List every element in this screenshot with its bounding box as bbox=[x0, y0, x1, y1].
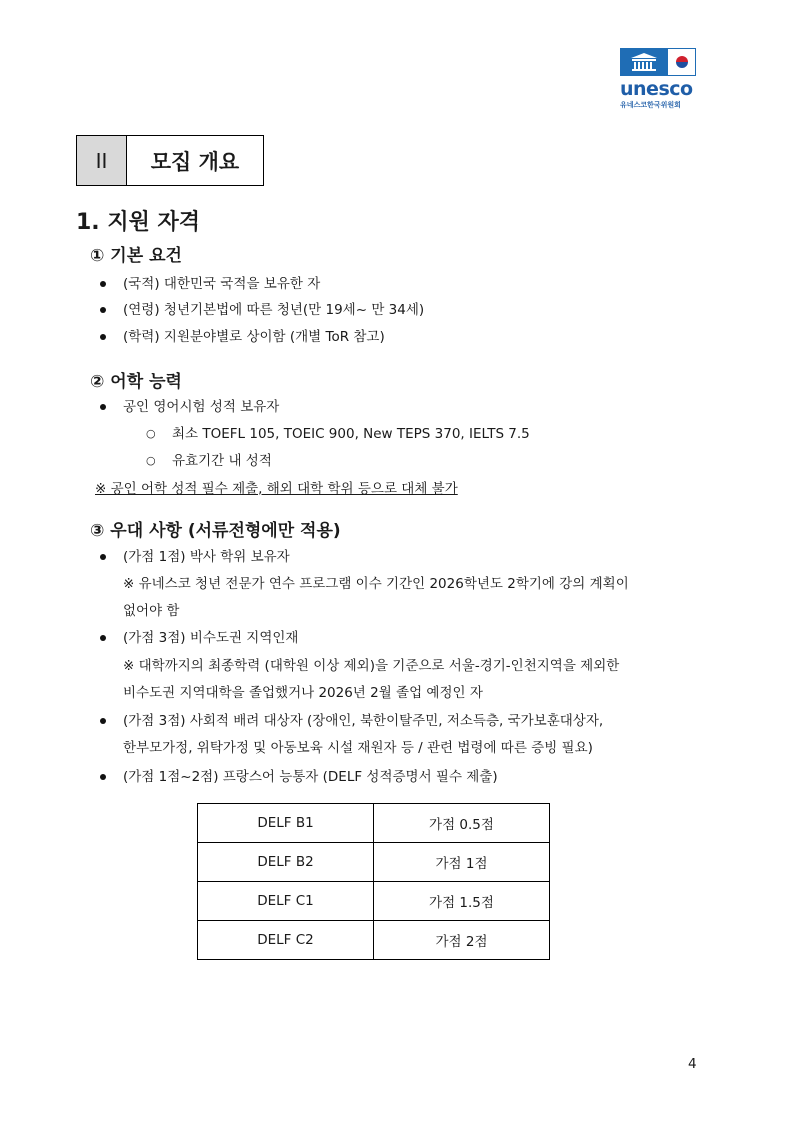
preference-item: (가점 1점~2점) 프랑스어 능통자 (DELF 성적증명서 필수 제출) bbox=[123, 769, 498, 785]
heading: 1. 지원 자격 bbox=[76, 210, 200, 235]
logo-subtitle: 유네스코한국위원회 bbox=[620, 101, 681, 109]
circle-bullet-icon: ○ bbox=[146, 454, 156, 467]
preference-note: ※ 유네스코 청년 전문가 연수 프로그램 이수 기간인 2026학년도 2학기에 강의 계획이 bbox=[123, 576, 629, 592]
delf-table bbox=[197, 803, 550, 960]
delf-points: 가점 2점 bbox=[374, 921, 550, 960]
logo-wordmark: unesco bbox=[620, 78, 693, 100]
bullet-icon bbox=[100, 554, 106, 560]
circle-bullet-icon: ○ bbox=[146, 427, 156, 440]
bullet-icon bbox=[100, 774, 106, 780]
basic-item: (학력) 지원분야별로 상이함 (개별 ToR 참고) bbox=[123, 329, 385, 345]
section-number: II bbox=[77, 136, 127, 185]
table-row bbox=[198, 921, 550, 960]
preference-note: 한부모가정, 위탁가정 및 아동보육 시설 재원자 등 / 관련 법령에 따른 증빙 필요) bbox=[123, 740, 593, 756]
section-header bbox=[76, 135, 264, 186]
preference-title: ③ 우대 사항 (서류전형에만 적용) bbox=[90, 521, 341, 541]
language-item: 공인 영어시험 성적 보유자 bbox=[123, 399, 280, 415]
delf-level: DELF C2 bbox=[198, 921, 374, 960]
bullet-icon bbox=[100, 307, 106, 313]
delf-level: DELF B2 bbox=[198, 843, 374, 882]
basic-title: ① 기본 요건 bbox=[90, 246, 182, 266]
delf-points: 가점 1.5점 bbox=[374, 882, 550, 921]
preference-note: 비수도권 지역대학을 졸업했거나 2026년 2월 졸업 예정인 자 bbox=[123, 685, 483, 701]
table-row bbox=[198, 882, 550, 921]
korean-flag-icon bbox=[667, 48, 696, 76]
preference-item: (가점 1점) 박사 학위 보유자 bbox=[123, 549, 290, 565]
basic-item: (국적) 대한민국 국적을 보유한 자 bbox=[123, 276, 321, 292]
preference-note: 없어야 함 bbox=[123, 603, 180, 619]
delf-points: 가점 0.5점 bbox=[374, 804, 550, 843]
preference-item: (가점 3점) 사회적 배려 대상자 (장애인, 북한이탈주민, 저소득층, 국가보훈대상자, bbox=[123, 713, 604, 729]
bullet-icon bbox=[100, 404, 106, 410]
table-row bbox=[198, 804, 550, 843]
language-subitem: 유효기간 내 성적 bbox=[172, 453, 272, 469]
delf-level: DELF B1 bbox=[198, 804, 374, 843]
bullet-icon bbox=[100, 334, 106, 340]
delf-points: 가점 1점 bbox=[374, 843, 550, 882]
table-row bbox=[198, 843, 550, 882]
preference-note: ※ 대학까지의 최종학력 (대학원 이상 제외)을 기준으로 서울-경기-인천지역을 제외한 bbox=[123, 658, 620, 674]
unesco-logo bbox=[620, 48, 696, 110]
basic-item: (연령) 청년기본법에 따른 청년(만 19세~ 만 34세) bbox=[123, 302, 425, 318]
page-number: 4 bbox=[688, 1056, 697, 1072]
bullet-icon bbox=[100, 718, 106, 724]
delf-level: DELF C1 bbox=[198, 882, 374, 921]
temple-icon bbox=[620, 48, 667, 76]
bullet-icon bbox=[100, 635, 106, 641]
language-subitem: 최소 TOEFL 105, TOEIC 900, New TEPS 370, IELTS 7.5 bbox=[172, 426, 530, 442]
section-title: 모집 개요 bbox=[150, 149, 240, 174]
language-note: ※ 공인 어학 성적 필수 제출, 해외 대학 학위 등으로 대체 불가 bbox=[95, 481, 458, 497]
language-title: ② 어학 능력 bbox=[90, 372, 182, 392]
bullet-icon bbox=[100, 281, 106, 287]
preference-item: (가점 3점) 비수도권 지역인재 bbox=[123, 630, 299, 646]
